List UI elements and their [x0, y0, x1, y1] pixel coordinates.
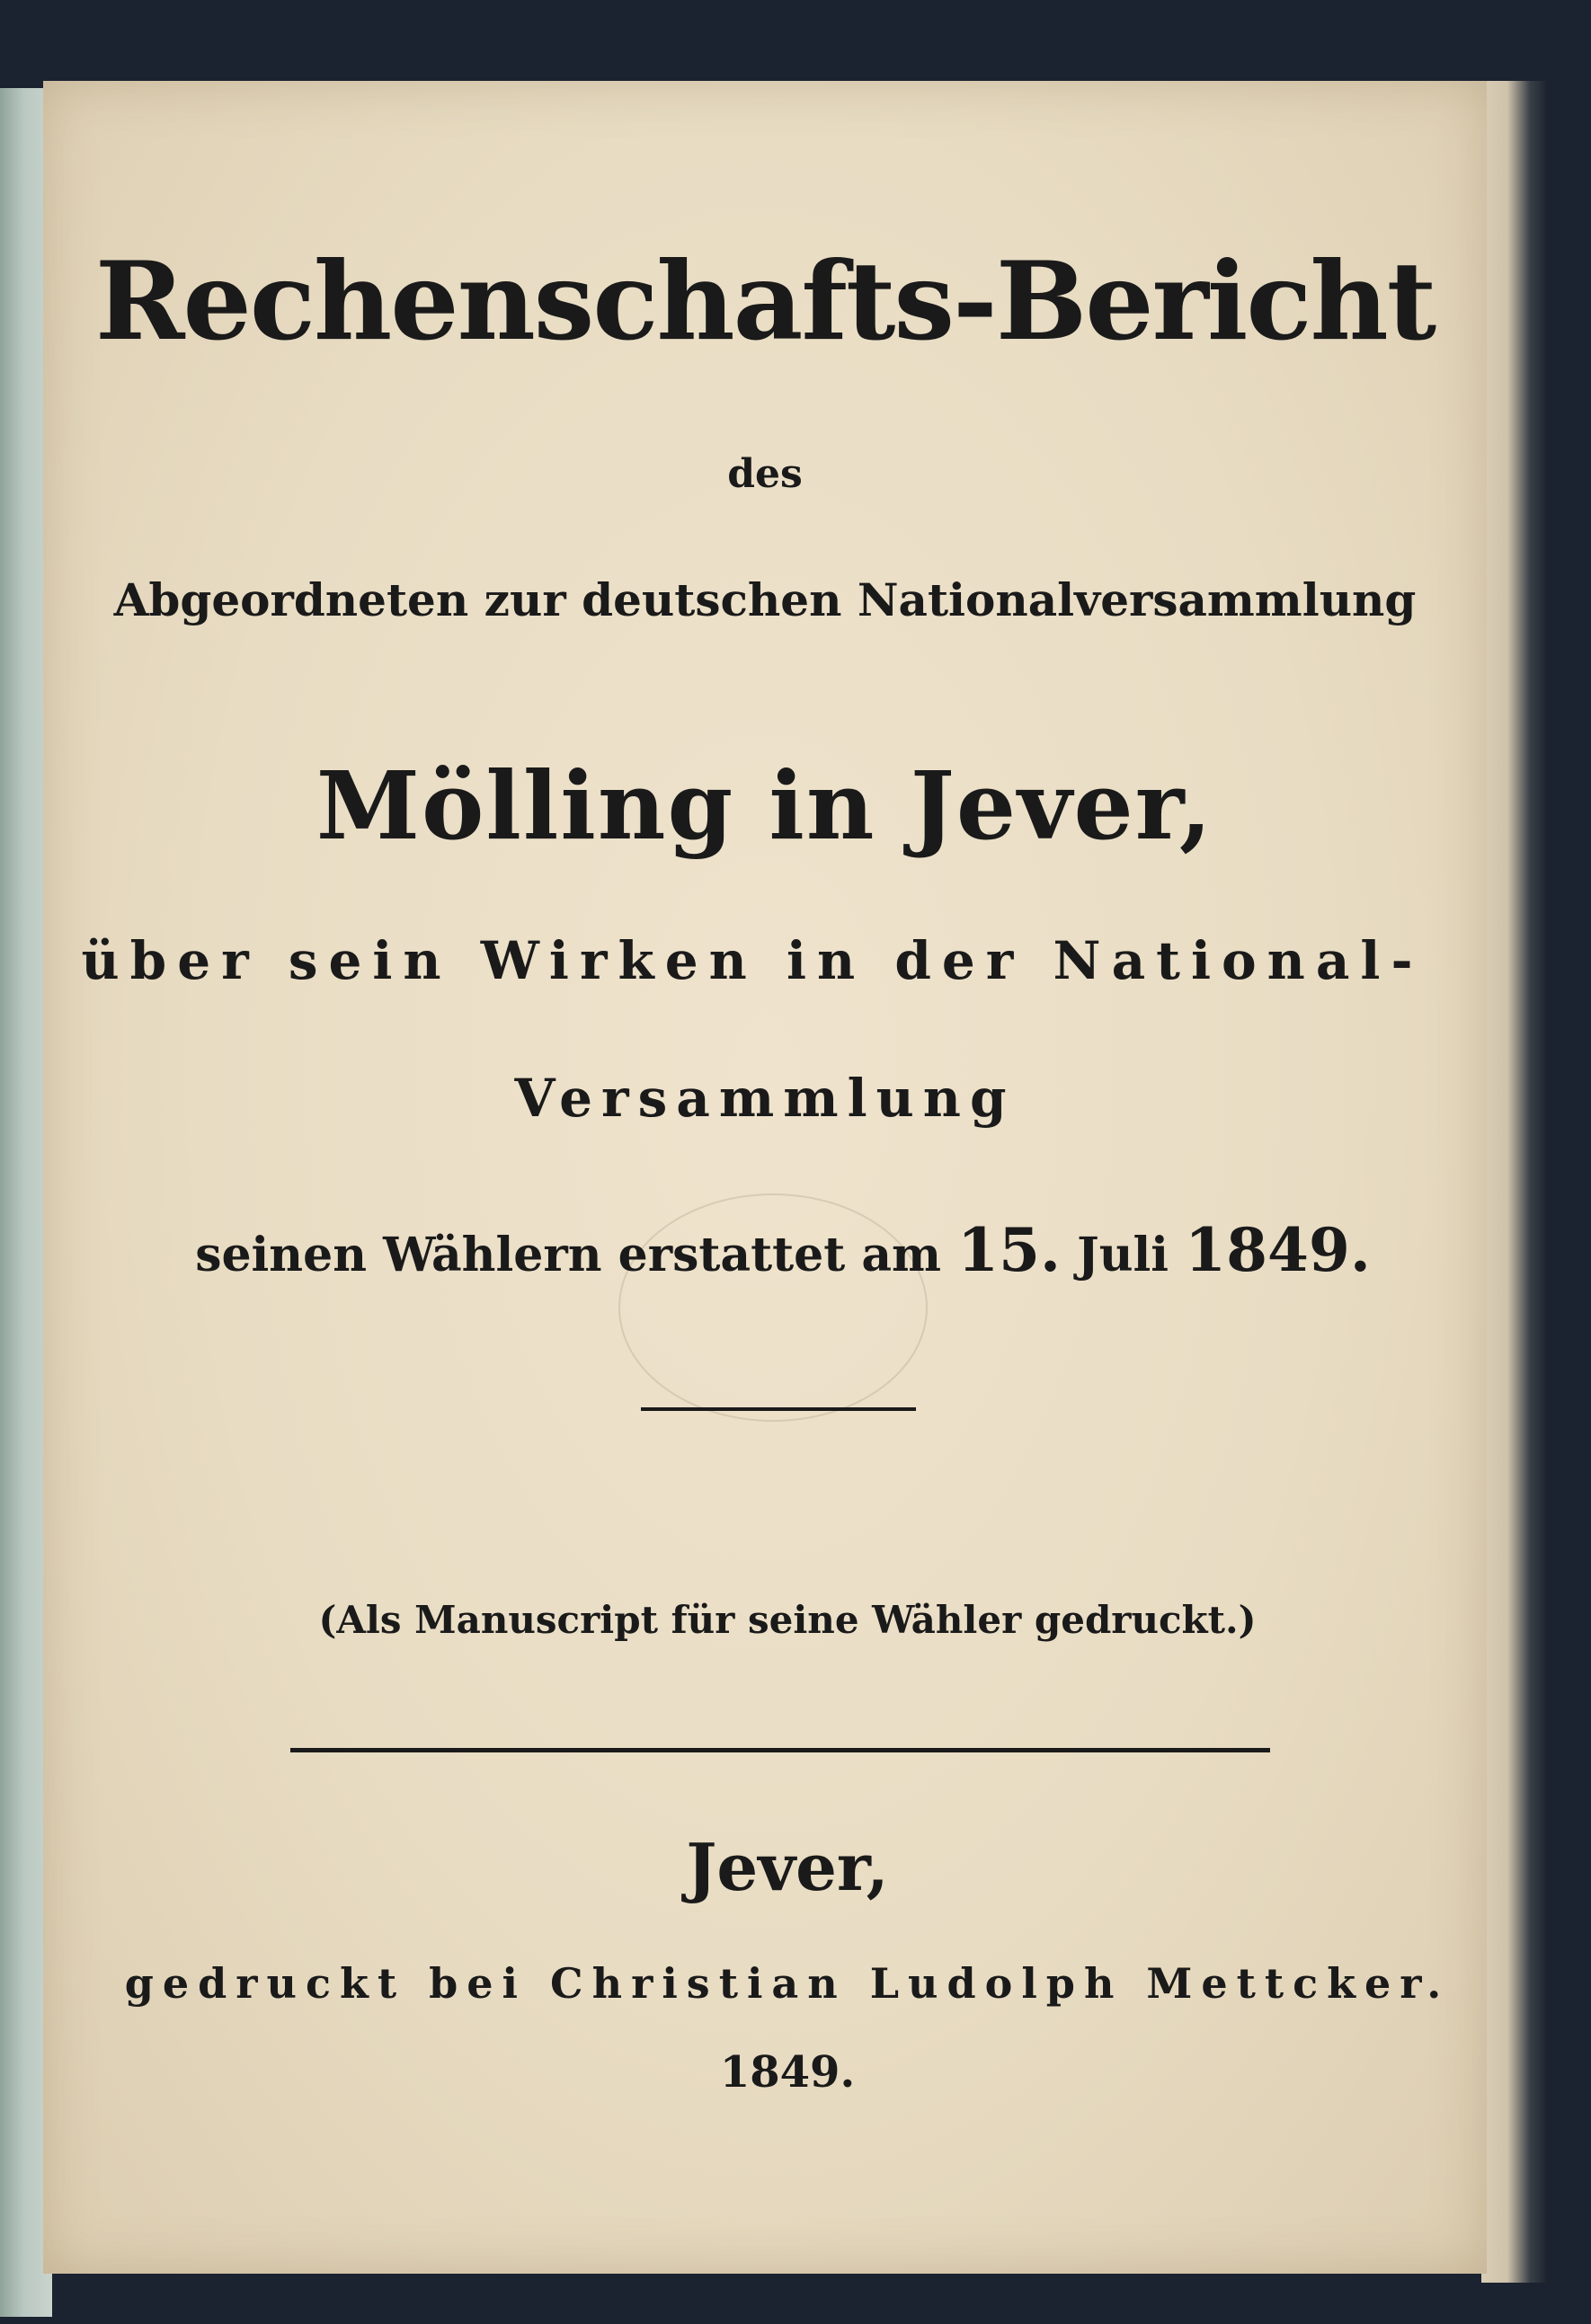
book-cover-right-edge	[1481, 81, 1546, 2283]
description-line-1: über sein Wirken in der National-	[81, 930, 1424, 991]
date-day: 15.	[957, 1215, 1061, 1285]
description-line-2: Versammlung	[514, 1068, 1016, 1129]
date-month: Juli	[1077, 1228, 1169, 1282]
manuscript-note: (Als Manuscript für seine Wähler gedruckt.)	[318, 1598, 1257, 1642]
title-page	[43, 81, 1487, 2274]
imprint-year: 1849.	[719, 2047, 856, 2098]
long-divider	[290, 1748, 1270, 1752]
date-year: 1849.	[1185, 1215, 1371, 1285]
subtitle-line: Abgeordneten zur deutschen Nationalversammlung	[113, 573, 1417, 626]
date-line	[61, 1215, 1505, 1285]
imprint-printer: gedruckt bei Christian Ludolph Mettcker.	[124, 1959, 1451, 2008]
date-prefix: seinen Wählern erstattet am	[195, 1228, 942, 1282]
preposition-line: des	[727, 451, 803, 497]
imprint-place: Jever,	[686, 1829, 889, 1905]
short-divider	[641, 1407, 916, 1411]
author-name: Mölling in Jever,	[316, 750, 1214, 861]
document-title: Rechenschafts-Bericht	[94, 238, 1435, 365]
